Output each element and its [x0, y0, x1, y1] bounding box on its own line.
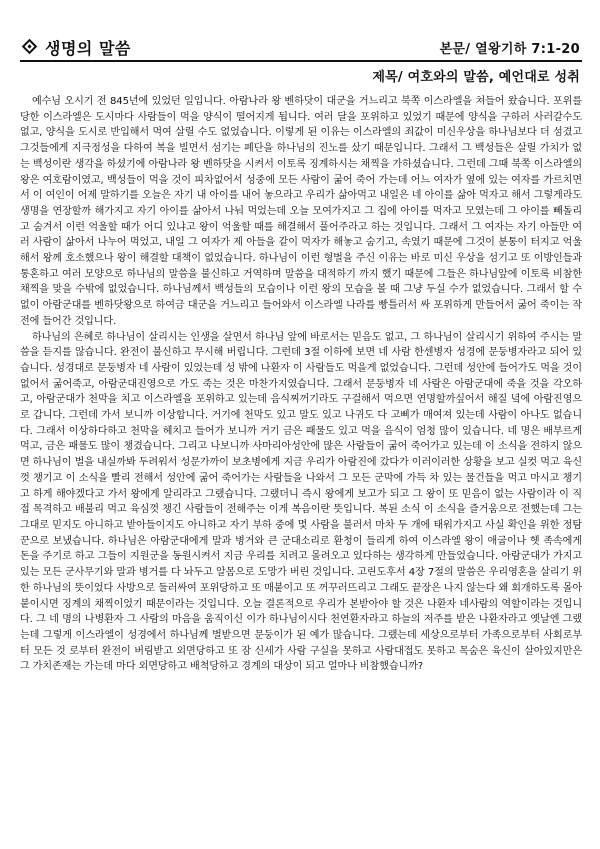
scripture-reference: 본문/ 열왕기하 7:1-20: [439, 42, 580, 57]
sermon-paragraph-1: 예수님 오시기 전 845년에 있었던 일입니다. 아람나라 왕 벤하닷이 대군을 거느리고 북쪽 이스라엘을 쳐들어 왔습니다. 포위를 당한 이스라엘은 도시마다 사람들이 먹을 양식이 떨어지게 됩니다. 여러 달을 포위하고 있었기 때문에 양식을 구하러 사러갈수도 없고, 양식을 도시로 반입해서 먹여 살릴 수도 없었습니다. 이렇게 된 이유는 이스라엘의 죄값이 미신우상을 하나님보다 더 섬겼고 그것들에게 지극정성을 다하여 복을 빌면서 섬기는 폐단을 하나님의 진노를 샀기 때문입니다. 그래서 그 백성들은 살릴 가치가 없는 백성이란 생각을 하셨기에 아람나라 왕 벤하닷을 시켜서 이토록 징계하시는 채찍을 가하셨습니다. 그런데 그때 북쪽 이스라엘의 왕은 여호람이였고, 백성들이 먹을 것이 피차없어서 성중에 모든 사람이 굶어 죽어 가는데 어느 여자가 옆에 있는 여자를 가르치면서 이 여인이 어제 말하기를 오늘은 자기 내 아이를 내어 놓으라고 우리가 삶아먹고 내일은 네 아이를 삶아 먹자고 해서 그렇게라도 생명을 연장할까 해가지고 자기 아이를 삶아서 나눠 먹었는데 오늘 모여가지고 그 집에 아이를 먹자고 모였는데 그 아이를 빼돌리고 숨겨서 이런 억울할 때가 어디 있냐고 왕이 억울할 때를 해결해서 풀어주라고 하는 것입니다. 그래서 그 여자는 자기 아들만 여러 사람이 삶아서 나누어 먹었고, 내일 그 여자가 제 아들을 같이 먹자가 해놓고 숨기고, 속였기 때문에 그것이 분통이 터지고 억울해서 왕께 호소했으나 왕이 해결할 대책이 없었습니다. 하나님이 이런 형벌을 주신 이유는 바로 미신 우상을 섬기고 또 이방인들과 통혼하고 여러 모양으로 하나님의 말씀을 불신하고 거역하며 말씀을 대적하기 까지 했기 때문에 그들은 하나님앞에 이토록 비참한 채찍을 맞을 수밖에 없었습니다. 하나님께서 백성들의 모습이나 이런 왕의 모습을 볼 때 그냥 두실 수가 없었습니다. 그래서 할 수 없이 아람군대를 벤하닷왕으로 하여금 대군을 거느리고 들어와서 이스라엘 나라를 빵틀러서 싸 포위하게 만들어서 굶어 죽이는 작전에 들어간 것입니다.: [20, 96, 582, 327]
bulletin-title-text: 생명의 말씀: [45, 39, 131, 58]
page-header: [20, 34, 582, 58]
sermon-title: 제목/ 여호와의 말씀, 예언대로 성취: [372, 70, 580, 85]
diamond-bullet-icon: [22, 39, 38, 55]
sermon-body: [20, 94, 582, 675]
bulletin-title: [20, 36, 131, 59]
sermon-paragraph-2: 하나님의 은혜로 하나님이 살리시는 인생을 살면서 하나님 앞에 바로서는 믿음도 없고, 그 하나님이 살리시기 위하여 주시는 말씀을 듣지를 않습니다. 완전이 불신하고 무시해 버립니다. 그런데 3절 이하에 보면 네 사람 한센병자 성경에 문둥병자라고 되어 있습니다. 성경대로 문둥병자 네 사람이 있었는데 성 밖에 나환자 이 사람들도 먹을게 없었습니다. 그런데 성안에 들어가도 먹을 것이 없어서 굶어죽고, 아람군대진영으로 가도 죽는 것은 마찬가지였습니다. 그래서 문둥병자 네 사람은 아람군대에 죽을 것을 각오하고, 아람군대가 천막을 치고 이스라엘을 포위하고 있는데 음식찌꺼기라도 구걸해서 먹으면 연명할까싶어서 해질 녘에 아람진영으로 갑니다. 그런데 가서 보니까 이상합니다. 거기에 천막도 있고 말도 있고 나귀도 다 고삐가 매여져 있는데 사람이 아나도 없습니다. 그래서 이상하다하고 천막을 헤치고 들어가 보니까 거기 금은 패물도 있고 먹을 음식이 엄청 많이 있습니다. 네 명은 배부르게 먹고, 금은 패물도 많이 챙겼습니다. 그리고 나보니까 사마리아성안에 많은 사람들이 굶어 죽어가고 있는데 이 소식을 전하지 않으면 하나님이 벌을 내실까봐 두려워서 성문가까이 보초병에게 지금 우리가 아람진에 갔다가 이러이러한 상황을 보고 실컷 먹고 육신껏 챙기고 이 소식을 빨리 전해서 성안에 굶어 죽어가는 사람들을 나와서 그 모든 군막에 가득 차 있는 물건들을 먹고 마시고 챙기고 하게 해야겠다고 가서 왕에게 알리라고 그랬습니다. 그랬더니 즉시 왕에게 보고가 되고 그 왕이 또 믿음이 없는 사람이라 이 직접 목격하고 배불리 먹고 육심껏 챙긴 사람들이 전해주는 이게 복음이란 뜻입니다. 복된 소식 이 소식을 즐거움으로 전했는데 그는 그대로 믿지도 아니하고 받아들이지도 아니하고 자기 부하 중에 몇 사람을 불러서 마차 두 개에 태워가지고 사실 확인을 위한 정탐꾼으로 보냈습니다. 하나님은 아람군대에게 말과 병거와 큰 군대소리로 환청이 들리게 하여 이스라엘 왕이 애굽이나 헷 족속에게 돈을 주기로 하고 그들이 지원군을 동원시켜서 지금 우리를 치려고 몰려오고 있다하는 생각하게 만들었습니다. 아람군대가 가지고 있는 모든 군사무기와 말과 병거를 다 놔두고 알몸으로 도망가 버린 것입니다. 고린도후서 4장 7절의 말씀은 우리영혼을 살리기 위한 하나님의 뜻이었다 사방으로 둘러싸여 포위당하고 또 매붙이고 또 꺼꾸러뜨리고 그래도 끝장은 나지 않는다 왜 회개하도록 몰아붙이시면 징계의 채찍이었기 때문이라는 것입니다. 오늘 결론적으로 우리가 본받아야 할 것은 나환자 네사람의 역할이라는 것입니다. 그 네 명의 나병환자 그 사람의 마음을 움직이신 이가 하나님이시다 천연환자라고 하늘의 저주를 받은 나환자라고 옛날엔 그랬는데 그렇게 이스라엘이 성경에서 하나님께 벌받으면 문둥이가 된 예가 많습니다. 그랬는데 세상으로부터 가족으로부터 사회로부터 모든 것 로부터 완전이 버림받고 외면당하고 또 잠 신세가 사람 구실을 못하고 사람대접도 못하고 목숨은 육신이 살아있지만은 그 가치존재는 가는데 마다 외면당하고 배척당하고 경계의 대상이 되고 얼마나 비참했습니까?: [20, 331, 582, 673]
header-divider: [20, 60, 582, 62]
